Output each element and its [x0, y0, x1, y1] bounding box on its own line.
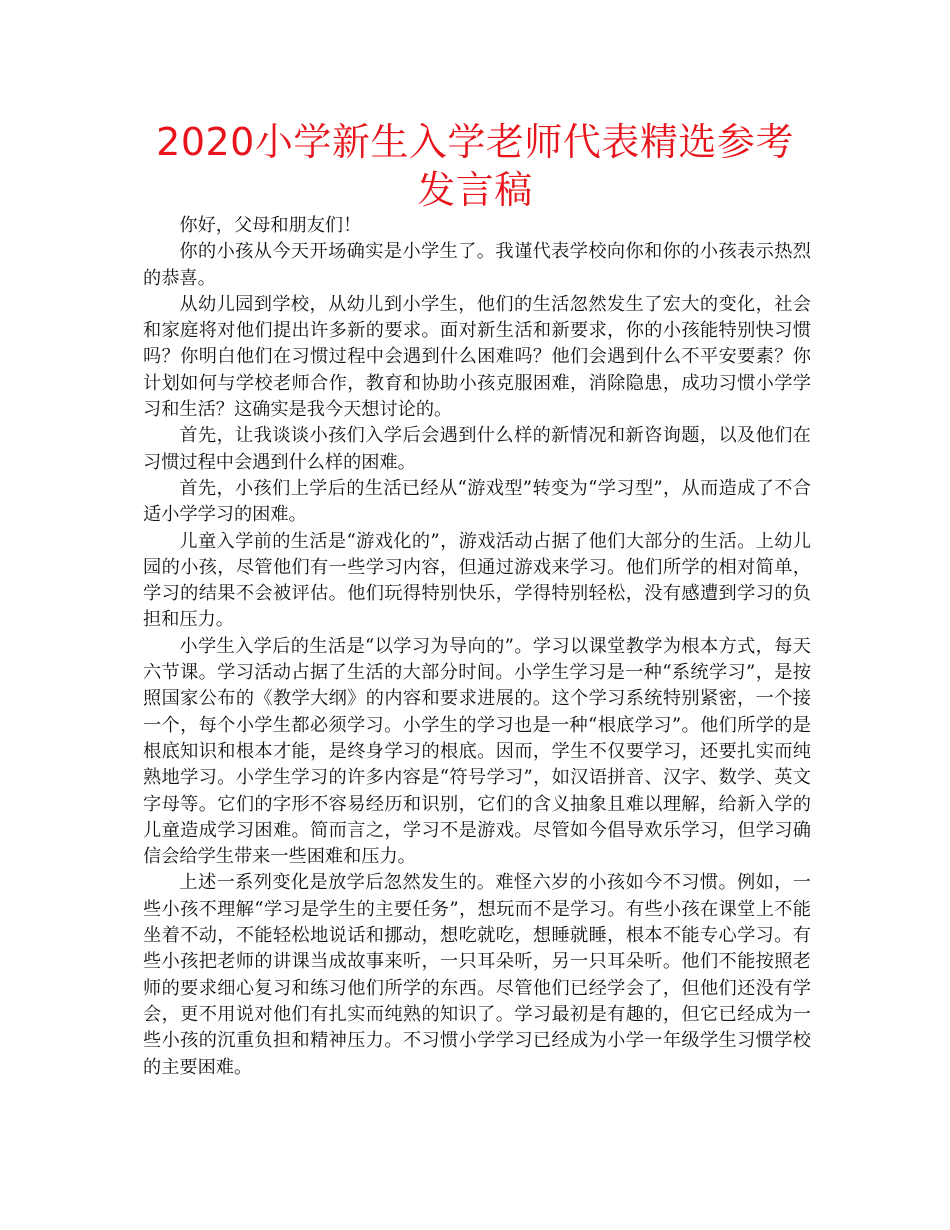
paragraph: 上述一系列变化是放学后忽然发生的。难怪六岁的小孩如今不习惯。例如，一些小孩不理解“学习是学生的主要任务”，想玩而不是学习。有些小孩在课堂上不能坐着不动，不能轻松地说话和挪动，想吃就吃，想睡就睡，根本不能专心学习。有些小孩把老师的讲课当成故事来听，一只耳朵听，另一只耳朵听。他们不能按照老师的要求细心复习和练习他们所学的东西。尽管他们已经学会了，但他们还没有学会，更不用说对他们有扎实而纯熟的知识了。学习最初是有趣的，但它已经成为一些小孩的沉重负担和精神压力。不习惯小学学习已经成为小学一年级学生习惯学校的主要困难。	[143, 872, 811, 1078]
document-body	[143, 213, 811, 1081]
paragraph: 从幼儿园到学校，从幼儿到小学生，他们的生活忽然发生了宏大的变化，社会和家庭将对他们提出许多新的要求。面对新生活和新要求，你的小孩能特别快习惯吗？你明白他们在习惯过程中会遇到什么困难吗？他们会遇到什么不平安要素？你计划如何与学校老师合作，教育和协助小孩克服困难，消除隐患，成功习惯小学学习和生活？这确实是我今天想讨论的。	[143, 293, 811, 421]
paragraph: 小学生入学后的生活是“以学习为导向的”。学习以课堂教学为根本方式，每天六节课。学习活动占据了生活的大部分时间。小学生学习是一种“系统学习”，是按照国家公布的《教学大纲》的内容和要求进展的。这个学习系统特别紧密，一个接一个，每个小学生都必须学习。小学生的学习也是一种“根底学习”。他们所学的是根底知识和根本才能，是终身学习的根底。因而，学生不仅要学习，还要扎实而纯熟地学习。小学生学习的许多内容是“符号学习”，如汉语拼音、汉字、数学、英文字母等。它们的字形不容易经历和识别，它们的含义抽象且难以理解，给新入学的儿童造成学习困难。简而言之，学习不是游戏。尽管如今倡导欢乐学习，但学习确信会给学生带来一些困难和压力。	[143, 635, 811, 868]
paragraph-greeting: 你好，父母和朋友们！	[179, 215, 362, 236]
paragraph: 首先，让我谈谈小孩们入学后会遇到什么样的新情况和新咨询题，以及他们在习惯过程中会遇到什么样的困难。	[143, 425, 811, 473]
paragraph: 首先，小孩们上学后的生活已经从“游戏型”转变为“学习型”，从而造成了不合适小学学习的困难。	[143, 477, 811, 526]
document-title: 2020小学新生入学老师代表精选参考发言稿	[156, 120, 794, 212]
paragraph: 你的小孩从今天开场确实是小学生了。我谨代表学校向你和你的小孩表示热烈的恭喜。	[143, 241, 811, 289]
paragraph: 儿童入学前的生活是“游戏化的”，游戏活动占据了他们大部分的生活。上幼儿园的小孩，尽管他们有一些学习内容，但通过游戏来学习。他们所学的相对简单，学习的结果不会被评估。他们玩得特别快乐，学得特别轻松，没有感遭到学习的负担和压力。	[143, 530, 811, 631]
